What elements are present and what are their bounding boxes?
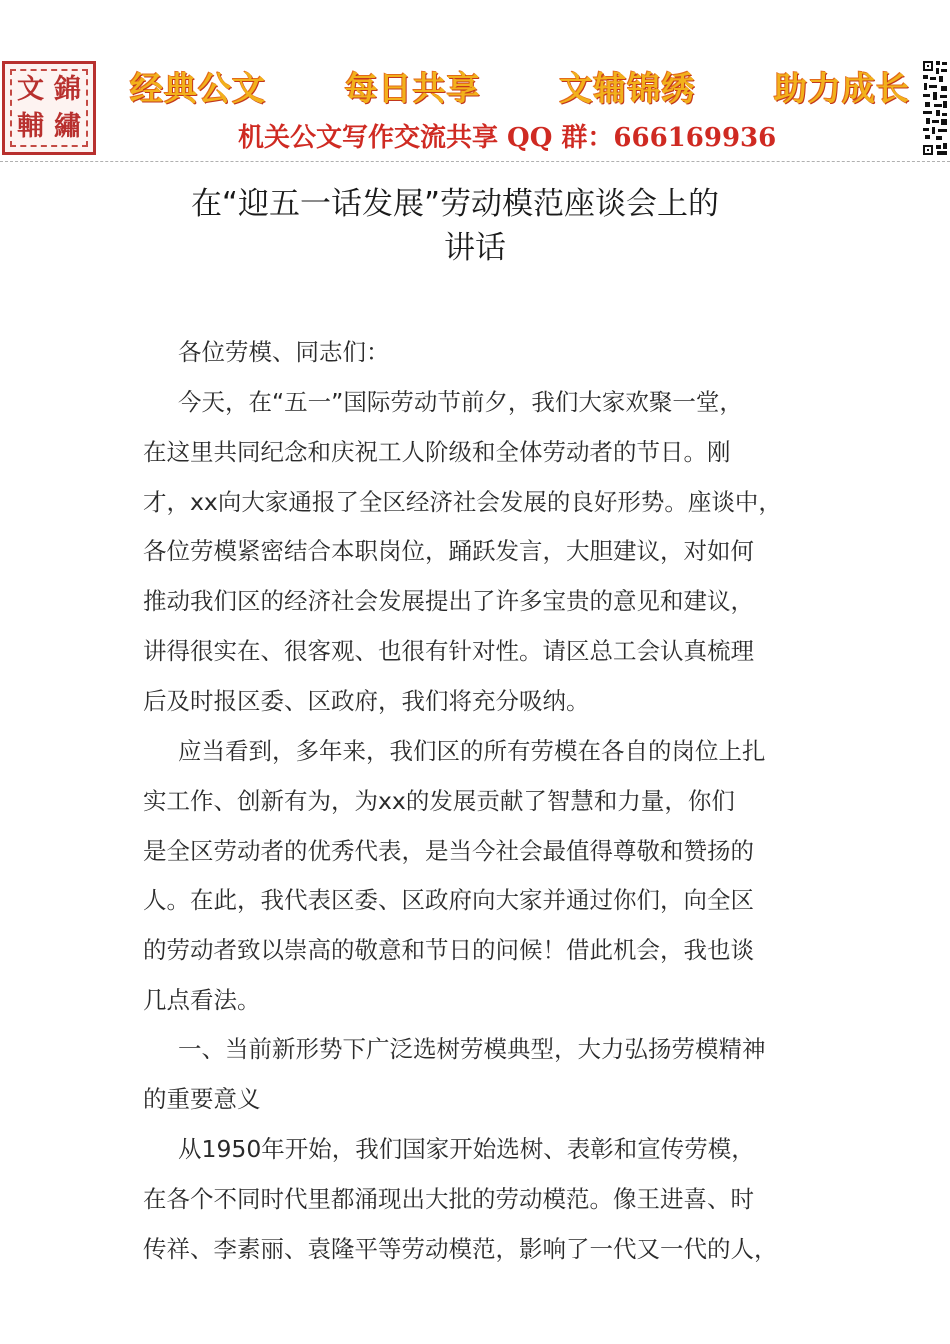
title-line: 讲话 [444,230,506,266]
qq-group-line: 机关公文写作交流共享 QQ 群：666169936 [238,123,777,153]
title-line: 在“迎五一话发展”劳动模范座谈会上的 [190,186,720,222]
text-line: 人。在此，我代表区委、区政府向大家并通过你们，向全区 [143,886,754,915]
paragraph [143,378,833,727]
seal-char: 繡 [54,111,81,142]
text-line: 几点看法。 [143,985,261,1014]
text-line: 是全区劳动者的优秀代表，是当今社会最值得尊敬和赞扬的 [143,836,754,865]
text-line: 的重要意义 [143,1084,261,1113]
slogan [130,63,910,110]
text-line: 一、当前新形势下广泛选树劳模典型，大力弘扬劳模精神 [178,1035,766,1063]
text-line: 后及时报区委、区政府，我们将充分吸纳。 [143,686,590,715]
seal-char: 錦 [54,74,81,105]
text-line: 各位劳模、同志们： [178,338,390,366]
paragraph [143,727,833,1026]
document-title [0,182,950,270]
qr-code-icon [922,59,948,157]
slogan-phrase: 每日共享 [344,69,481,108]
paragraph [143,1125,833,1274]
slogan-phrase: 文辅锦绣 [559,69,696,108]
slogan-phrase: 助力成长 [773,69,910,108]
text-line: 从1950年开始，我们国家开始选树、表彰和宣传劳模， [178,1135,755,1163]
seal-char: 輔 [17,111,44,142]
text-line: 讲得很实在、很客观、也很有针对性。请区总工会认真梳理 [143,636,754,665]
seal-char: 文 [17,74,44,105]
text-line: 在这里共同纪念和庆祝工人阶级和全体劳动者的节日。刚 [143,437,731,466]
seal-logo [2,61,96,155]
text-line: 的劳动者致以崇高的敬意和节日的问候！借此机会，我也谈 [143,936,754,965]
slogan-phrase: 经典公文 [130,69,266,108]
text-line: 传祥、李素丽、袁隆平等劳动模范，影响了一代又一代的人， [143,1234,778,1263]
section-heading [143,1025,833,1125]
text-line: 今天，在“五一”国际劳动节前夕，我们大家欢聚一堂， [178,388,743,416]
text-line: 实工作、创新有为，为xx的发展贡献了智慧和力量，你们 [143,786,735,815]
text-line: 推动我们区的经济社会发展提出了许多宝贵的意见和建议， [143,587,754,616]
text-line: 各位劳模紧密结合本职岗位，踊跃发言，大胆建议，对如何 [143,537,754,566]
text-line: 应当看到，多年来，我们区的所有劳模在各自的岗位上扎 [178,737,766,765]
header-banner [0,55,950,163]
banner-divider [0,161,950,162]
salutation-paragraph [143,328,833,378]
text-line: 在各个不同时代里都涌现出大批的劳动模范。像王进喜、时 [143,1184,754,1213]
text-line: 才，xx向大家通报了全区经济社会发展的良好形势。座谈中， [143,487,782,516]
